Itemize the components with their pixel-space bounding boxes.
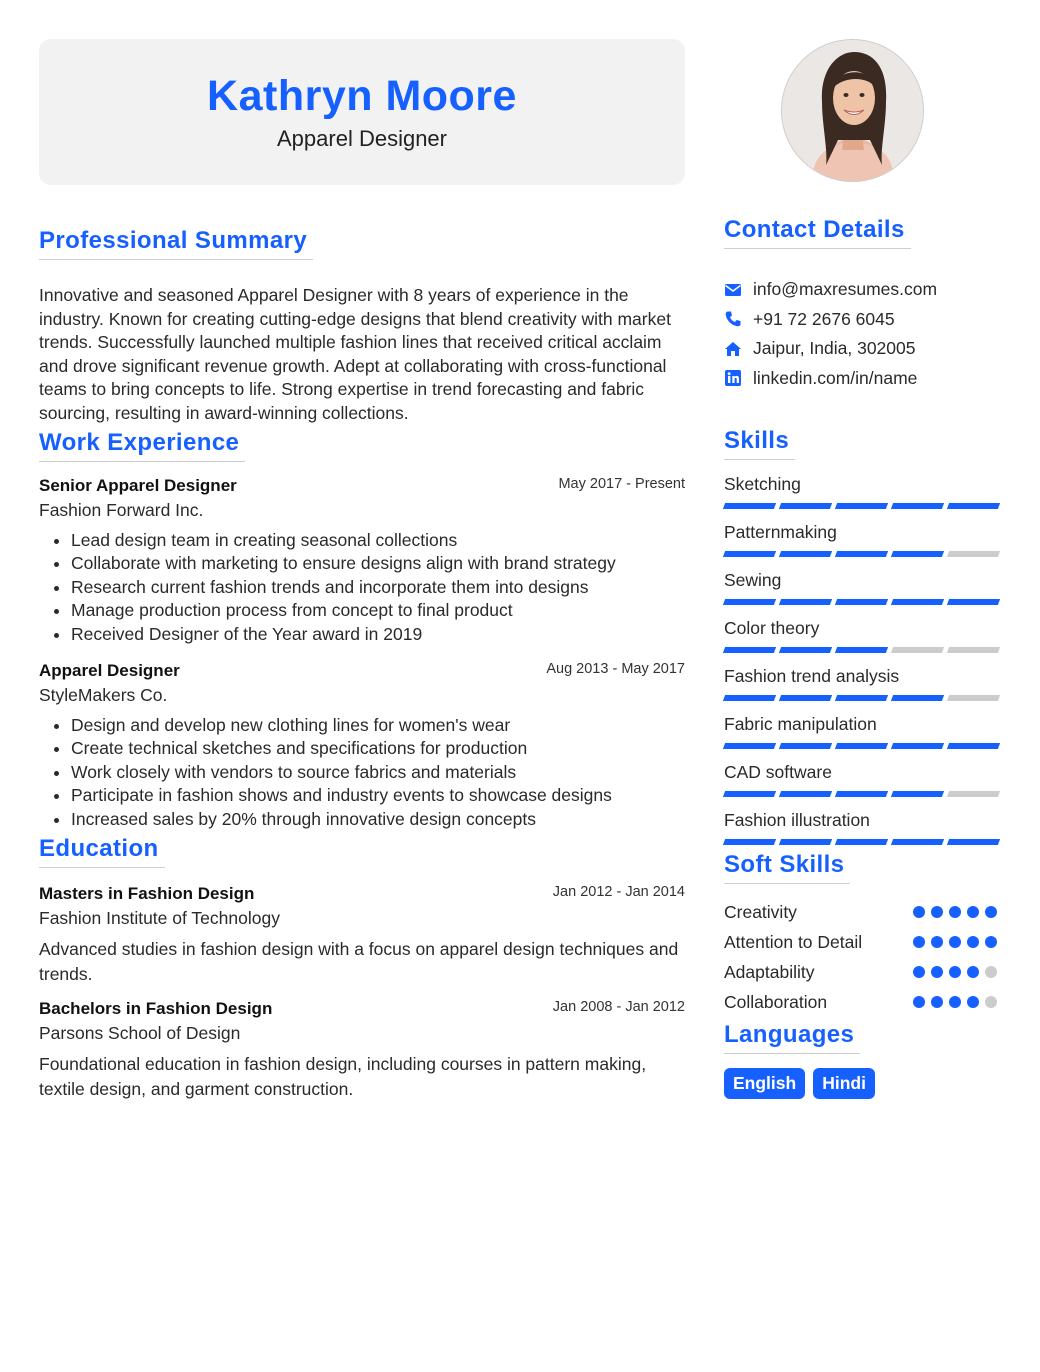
soft-skill-rating: [913, 996, 997, 1008]
contact-phone[interactable]: [724, 305, 1004, 335]
rating-dot: [913, 936, 925, 948]
linkedin-text: linkedin.com/in/name: [753, 367, 918, 388]
skill-level-bar: [724, 791, 1004, 797]
skill-segment: [723, 839, 776, 845]
soft-skill-item: [724, 927, 1004, 957]
skill-segment: [779, 791, 832, 797]
soft-skill-item: [724, 957, 1004, 987]
rating-dot: [949, 996, 961, 1008]
skill-segment: [779, 695, 832, 701]
rating-dot: [967, 996, 979, 1008]
rating-dot: [913, 966, 925, 978]
job-bullets: [39, 714, 685, 831]
home-icon: [724, 340, 742, 358]
soft-skill-name: Adaptability: [724, 961, 815, 982]
job-title: Apparel Designer: [39, 661, 180, 681]
candidate-title: Apparel Designer: [277, 126, 447, 151]
bullet: • Received Designer of the Year award in 2019: [71, 623, 685, 646]
soft-skills-list: [724, 897, 1004, 1017]
skill-segment: [891, 791, 944, 797]
job-company: StyleMakers Co.: [39, 685, 168, 706]
soft-skill-item: [724, 987, 1004, 1017]
bullet: • Lead design team in creating seasonal collections: [71, 529, 685, 552]
school: Fashion Institute of Technology: [39, 908, 280, 929]
skill-name: Patternmaking: [724, 522, 837, 542]
skill-level-bar: [724, 695, 1004, 701]
rating-dot: [949, 936, 961, 948]
skill-segment: [779, 599, 832, 605]
contact-heading: Contact Details: [724, 216, 911, 249]
languages-heading: Languages: [724, 1021, 860, 1054]
skill-segment: [835, 551, 888, 557]
skill-segment: [835, 743, 888, 749]
languages-list: [724, 1068, 1004, 1099]
summary-heading: Professional Summary: [39, 227, 313, 260]
rating-dot: [931, 966, 943, 978]
rating-dot: [949, 966, 961, 978]
skill-name: Fabric manipulation: [724, 714, 877, 734]
skill-segment: [891, 599, 944, 605]
language-badge: Hindi: [813, 1068, 875, 1099]
skill-item: [724, 809, 1004, 845]
bullet: • Create technical sketches and specifications for production: [71, 737, 685, 760]
job-title: Senior Apparel Designer: [39, 476, 237, 495]
rating-dot: [985, 996, 997, 1008]
rating-dot: [913, 906, 925, 918]
skill-segment: [947, 503, 1000, 509]
skill-name: CAD software: [724, 762, 832, 782]
profile-photo: [781, 39, 924, 182]
job-bullets: [39, 529, 685, 646]
skill-item: [724, 761, 1004, 797]
rating-dot: [967, 966, 979, 978]
phone-text: +91 72 2676 6045: [753, 308, 895, 329]
envelope-icon: [724, 281, 742, 299]
skill-segment: [779, 839, 832, 845]
skill-segment: [723, 599, 776, 605]
rating-dot: [985, 966, 997, 978]
bullet: • Design and develop new clothing lines for women's wear: [71, 714, 685, 737]
job-company: Fashion Forward Inc.: [39, 500, 204, 520]
soft-skill-rating: [913, 966, 997, 978]
phone-icon: [724, 310, 742, 328]
bullet: • Research current fashion trends and incorporate them into designs: [71, 576, 685, 599]
skills-heading: Skills: [724, 427, 795, 460]
skill-level-bar: [724, 599, 1004, 605]
skill-item: [724, 713, 1004, 749]
skill-segment: [779, 743, 832, 749]
skill-segment: [891, 743, 944, 749]
rating-dot: [931, 906, 943, 918]
skill-segment: [723, 791, 776, 797]
education-date: Jan 2012 - Jan 2014: [552, 884, 685, 901]
skill-level-bar: [724, 743, 1004, 749]
skill-segment: [835, 839, 888, 845]
bullet: • Manage production process from concept to final product: [71, 599, 685, 622]
skill-segment: [723, 551, 776, 557]
skill-segment: [723, 503, 776, 509]
skill-segment: [835, 791, 888, 797]
skill-level-bar: [724, 647, 1004, 653]
soft-skill-name: Collaboration: [724, 991, 828, 1012]
skill-item: [724, 521, 1004, 557]
contact-location: [724, 334, 1004, 364]
skill-level-bar: [724, 503, 1004, 509]
skill-segment: [891, 647, 944, 653]
skill-level-bar: [724, 839, 1004, 845]
degree: Bachelors in Fashion Design: [39, 999, 273, 1019]
main-column: [39, 39, 685, 1101]
skill-segment: [835, 695, 888, 701]
skill-name: Sewing: [724, 570, 782, 590]
rating-dot: [931, 936, 943, 948]
rating-dot: [931, 996, 943, 1008]
job-entry: [39, 661, 685, 831]
skill-segment: [723, 743, 776, 749]
header-card: [39, 39, 685, 185]
skill-segment: [779, 503, 832, 509]
job-date: Aug 2013 - May 2017: [546, 661, 685, 678]
linkedin-icon: [724, 369, 742, 387]
skill-segment: [891, 695, 944, 701]
education-entry: [39, 884, 685, 986]
job-date: May 2017 - Present: [558, 476, 685, 492]
rating-dot: [967, 936, 979, 948]
education-description: Advanced studies in fashion design with a focus on apparel design techniques and trends.: [39, 939, 679, 984]
skill-segment: [947, 839, 1000, 845]
skill-segment: [835, 599, 888, 605]
rating-dot: [985, 936, 997, 948]
skill-segment: [723, 647, 776, 653]
email-text: info@maxresumes.com: [753, 279, 938, 300]
skill-segment: [947, 551, 1000, 557]
education-description: Foundational education in fashion design, including courses in pattern making, textile design, and garment construction.: [39, 1054, 647, 1099]
skill-name: Fashion trend analysis: [724, 666, 900, 686]
bullet: • Participate in fashion shows and industry events to showcase designs: [71, 784, 685, 807]
contact-list: [724, 275, 1004, 393]
soft-skills-heading: Soft Skills: [724, 851, 850, 884]
bullet: • Work closely with vendors to source fabrics and materials: [71, 761, 685, 784]
skill-segment: [891, 839, 944, 845]
skill-segment: [779, 551, 832, 557]
location-text: Jaipur, India, 302005: [753, 338, 916, 359]
skill-segment: [835, 647, 888, 653]
education-date: Jan 2008 - Jan 2012: [552, 999, 685, 1016]
degree: Masters in Fashion Design: [39, 884, 255, 904]
skill-segment: [947, 791, 1000, 797]
job-entry: [39, 476, 685, 646]
bullet: • Increased sales by 20% through innovative design concepts: [71, 808, 685, 831]
soft-skill-name: Attention to Detail: [724, 931, 863, 952]
candidate-name: Kathryn Moore: [207, 72, 517, 120]
skill-segment: [891, 503, 944, 509]
soft-skill-rating: [913, 936, 997, 948]
skill-item: [724, 473, 1004, 509]
rating-dot: [967, 906, 979, 918]
skills-list: [724, 473, 1004, 845]
skill-level-bar: [724, 551, 1004, 557]
summary-text: Innovative and seasoned Apparel Designer with 8 years of experience in the industry. Known for creating cutting-edge designs that blend creativity with market trends. Successfully launched multiple fashion lines that received critical acclaim and drove significant revenue growth. Adept at collaborating with cross-functional teams to bring concepts to life. Strong expertise in trend forecasting and fabric sourcing, resulting in award-winning collections.: [39, 285, 671, 423]
experience-heading: Work Experience: [39, 429, 245, 462]
soft-skill-name: Creativity: [724, 901, 797, 922]
soft-skill-rating: [913, 906, 997, 918]
rating-dot: [913, 996, 925, 1008]
skill-item: [724, 665, 1004, 701]
skill-name: Fashion illustration: [724, 810, 870, 830]
skill-item: [724, 617, 1004, 653]
soft-skill-item: [724, 897, 1004, 927]
education-entry: [39, 999, 685, 1101]
skill-segment: [891, 551, 944, 557]
skill-segment: [947, 743, 1000, 749]
school: Parsons School of Design: [39, 1023, 241, 1044]
skill-segment: [947, 647, 1000, 653]
skill-segment: [947, 599, 1000, 605]
skill-segment: [779, 647, 832, 653]
skill-name: Color theory: [724, 618, 820, 638]
rating-dot: [949, 906, 961, 918]
skill-segment: [835, 503, 888, 509]
bullet: • Collaborate with marketing to ensure designs align with brand strategy: [71, 552, 685, 575]
rating-dot: [985, 906, 997, 918]
skill-segment: [947, 695, 1000, 701]
skill-item: [724, 569, 1004, 605]
sidebar: [724, 39, 1004, 1099]
language-badge: English: [724, 1068, 805, 1099]
education-heading: Education: [39, 835, 165, 868]
skill-segment: [723, 695, 776, 701]
contact-email[interactable]: [724, 275, 1004, 305]
skill-name: Sketching: [724, 474, 801, 494]
contact-linkedin[interactable]: [724, 364, 1004, 394]
